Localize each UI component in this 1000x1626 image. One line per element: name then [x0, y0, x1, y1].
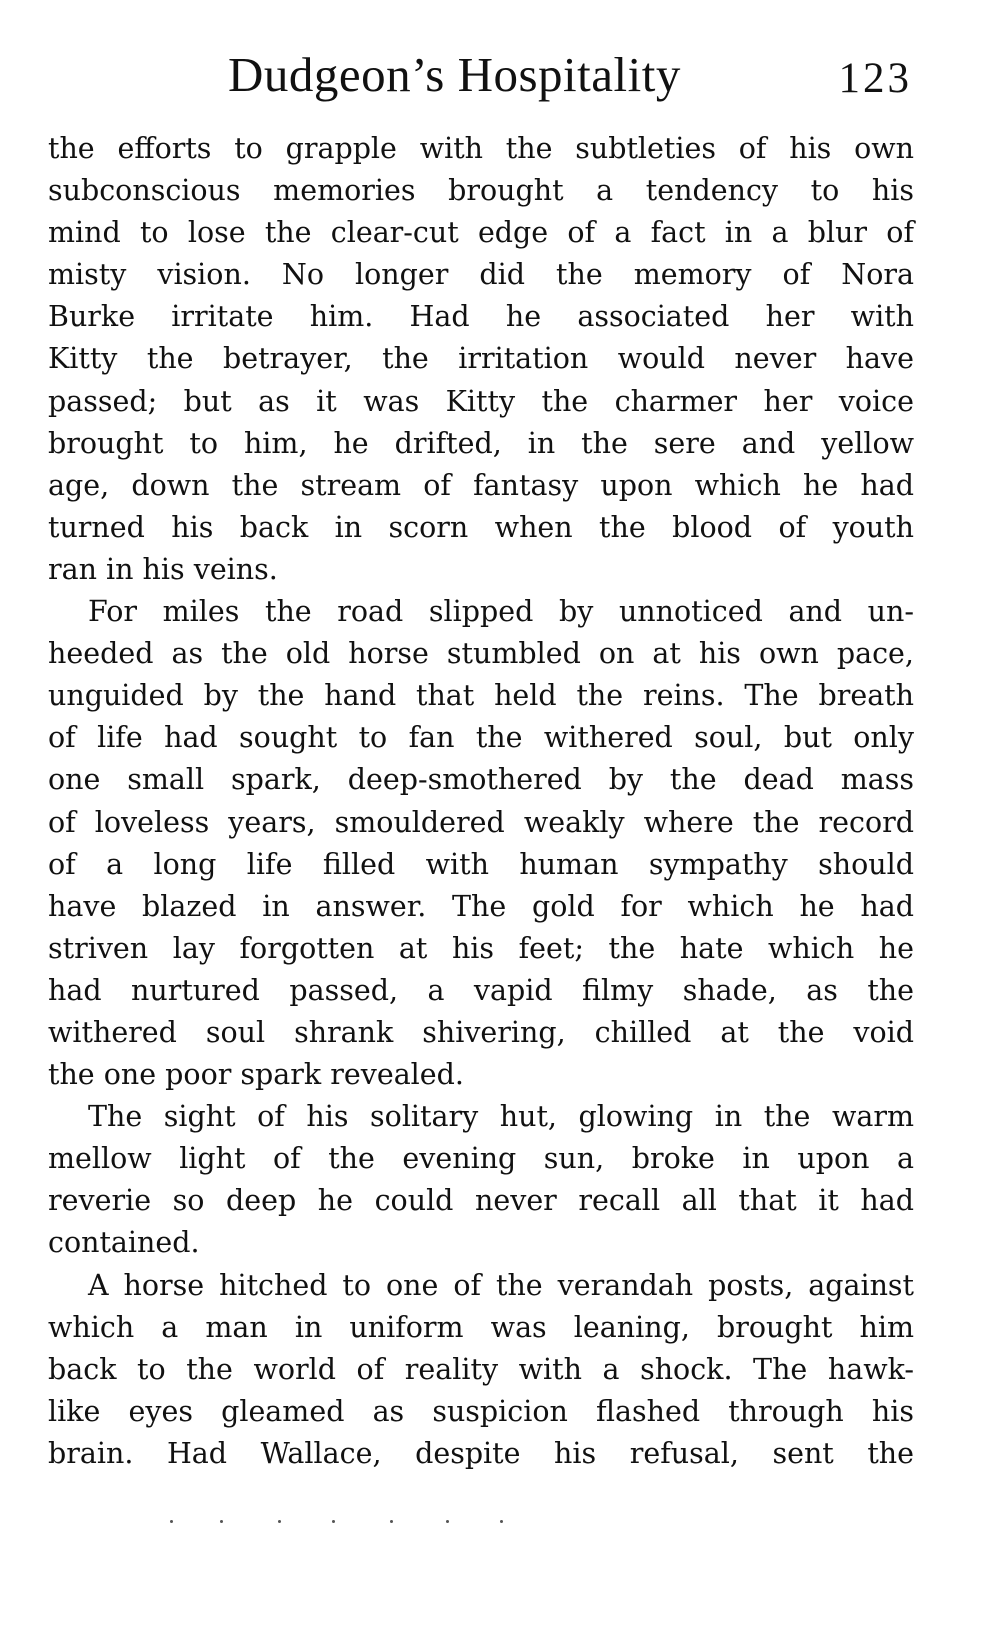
text-line: striven lay forgotten at his feet; the hate which he [48, 931, 914, 965]
text-line: subconscious memories brought a tendency to his [48, 174, 914, 208]
text-line: have blazed in answer. The gold for which he had [48, 889, 914, 923]
text-line: of loveless years, smouldered weakly where the record [48, 805, 914, 839]
text-line: of a long life filled with human sympathy should [48, 847, 914, 881]
paragraph [48, 591, 914, 1096]
text-line: reverie so deep he could never recall all that it had [48, 1184, 914, 1218]
text-line: withered soul shrank shivering, chilled at the void [48, 1015, 914, 1049]
text-line: For miles the road slipped by unnoticed and un- [88, 595, 914, 629]
paragraph [48, 1096, 914, 1264]
text-line: heeded as the old horse stumbled on at his own pace, [48, 637, 914, 671]
text-line: A horse hitched to one of the verandah posts, against [88, 1268, 914, 1302]
text-line: back to the world of reality with a shock. The hawk- [48, 1352, 914, 1386]
text-line: Kitty the betrayer, the irritation would never have [48, 342, 914, 376]
text-line: brought to him, he drifted, in the sere and yellow [48, 426, 914, 460]
text-line: age, down the stream of fantasy upon which he had [48, 468, 914, 502]
text-line: unguided by the hand that held the reins. The breath [48, 679, 914, 713]
text-line: of life had sought to fan the withered soul, but only [48, 721, 914, 755]
running-head [48, 40, 912, 110]
page-number: 123 [838, 55, 912, 102]
text-line: ran in his veins. [48, 552, 278, 586]
text-line: misty vision. No longer did the memory of Nora [48, 258, 914, 292]
text-line: mind to lose the clear-cut edge of a fact in a blur of [48, 216, 914, 250]
text-line: one small spark, deep-smothered by the dead mass [48, 763, 914, 797]
text-line: the one poor spark revealed. [48, 1058, 464, 1092]
text-line: turned his back in scorn when the blood of youth [48, 510, 914, 544]
text-line: The sight of his solitary hut, glowing in the warm [88, 1100, 914, 1134]
running-title: Dudgeon’s Hospitality [228, 47, 681, 102]
text-line: had nurtured passed, a vapid filmy shade, as the [48, 973, 914, 1007]
body-text [48, 128, 914, 1475]
text-line: brain. Had Wallace, despite his refusal, sent the [48, 1436, 914, 1470]
text-line: contained. [48, 1226, 200, 1260]
text-line: passed; but as it was Kitty the charmer her voice [48, 384, 914, 418]
text-line: like eyes gleamed as suspicion flashed through his [48, 1394, 914, 1428]
text-line: which a man in uniform was leaning, brought him [48, 1310, 914, 1344]
paragraph [48, 1265, 914, 1475]
cropped-next-line-trace [160, 1520, 560, 1524]
text-line: mellow light of the evening sun, broke in upon a [48, 1142, 914, 1176]
paragraph [48, 128, 914, 591]
text-line: Burke irritate him. Had he associated her with [48, 300, 914, 334]
text-line: the efforts to grapple with the subtleties of his own [48, 132, 914, 165]
